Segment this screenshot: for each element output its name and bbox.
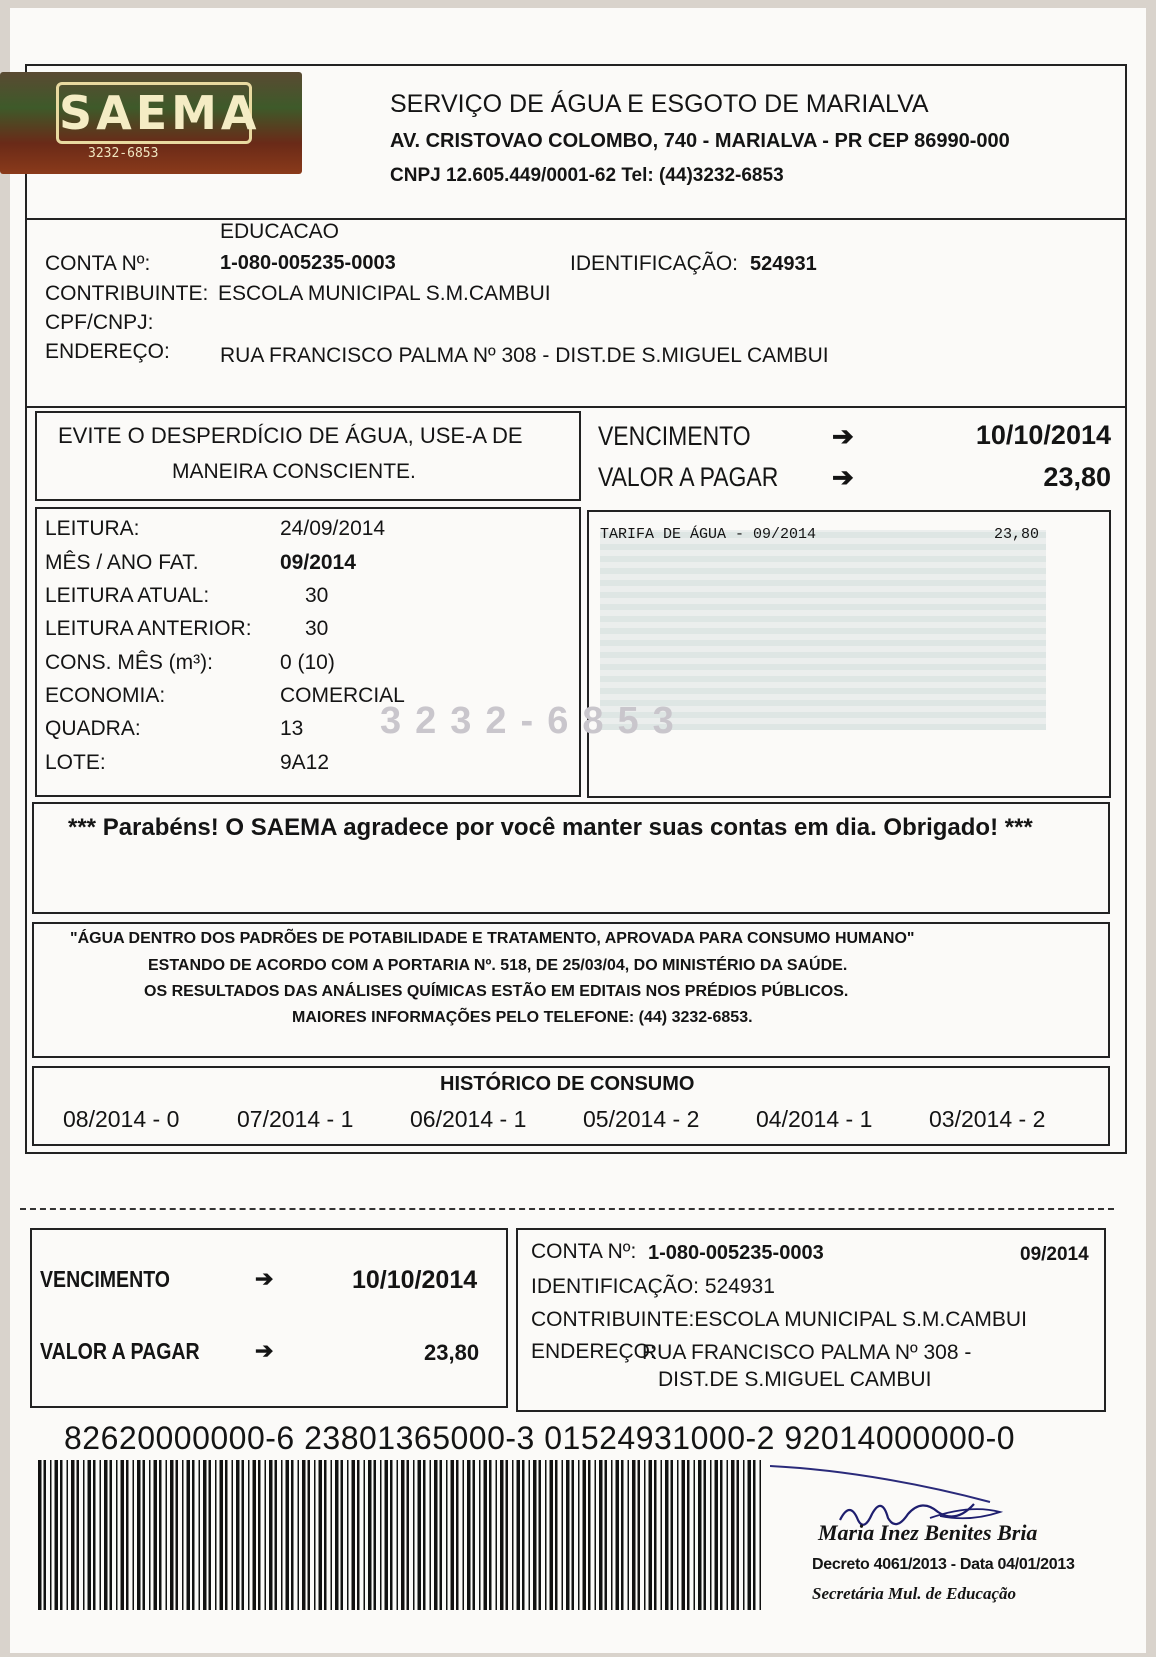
endereco-label: ENDEREÇO: <box>45 340 170 363</box>
reading-value: 0 (10) <box>280 651 335 674</box>
barcode-bar <box>694 1460 696 1610</box>
reading-value: 30 <box>305 584 329 607</box>
venc-label: VENCIMENTO <box>598 421 751 451</box>
barcode-bar <box>430 1460 432 1610</box>
barcode-bar <box>199 1460 201 1610</box>
barcode-bar <box>539 1460 542 1610</box>
barcode-bar <box>473 1460 476 1610</box>
barcode-bar <box>319 1460 323 1610</box>
barcode-bar <box>727 1460 729 1610</box>
barcode-bar <box>116 1460 118 1610</box>
barcode-bar <box>715 1460 719 1610</box>
barcode-number: 82620000000-6 23801365000-3 01524931000-2 92014000000-0 <box>64 1420 1016 1456</box>
barcode-bar <box>737 1460 740 1610</box>
barcode-bar <box>298 1460 300 1610</box>
barcode-bar <box>572 1460 575 1610</box>
reading-value: 24/09/2014 <box>280 517 386 540</box>
ident-value: 524931 <box>750 253 817 275</box>
contrib-label: CONTRIBUINTE: <box>45 282 209 305</box>
barcode-bar <box>149 1460 151 1610</box>
barcode-bar <box>529 1460 531 1610</box>
reading-value: 30 <box>305 617 329 640</box>
barcode <box>38 1460 768 1610</box>
barcode-bar <box>649 1460 653 1610</box>
company-cnpj-tel: CNPJ 12.605.449/0001-62 Tel: (44)3232-6853 <box>390 165 784 186</box>
barcode-bar <box>121 1460 125 1610</box>
stub-valor-value: 23,80 <box>424 1340 480 1365</box>
barcode-bar <box>665 1460 669 1610</box>
barcode-bar <box>599 1460 603 1610</box>
client-box <box>25 218 1127 408</box>
barcode-bar <box>550 1460 554 1610</box>
barcode-bar <box>225 1460 228 1610</box>
barcode-bar <box>83 1460 85 1610</box>
quality-line3: OS RESULTADOS DAS ANÁLISES QUÍMICAS ESTÃO EM EDITAIS NOS PRÉDIOS PÚBLICOS. <box>144 983 849 1000</box>
cpf-label: CPF/CNPJ: <box>45 311 154 334</box>
barcode-bar <box>154 1460 158 1610</box>
thanks-message: *** Parabéns! O SAEMA agradece por você manter suas contas em dia. Obrigado! *** <box>68 814 1033 841</box>
stub-contrib: CONTRIBUINTE:ESCOLA MUNICIPAL S.M.CAMBUI <box>531 1308 1027 1331</box>
barcode-bar <box>760 1460 762 1610</box>
barcode-bar <box>314 1460 316 1610</box>
barcode-bar <box>203 1460 207 1610</box>
barcode-bar <box>55 1460 59 1610</box>
barcode-bar <box>286 1460 290 1610</box>
barcode-bar <box>236 1460 240 1610</box>
history-item: 07/2014 - 1 <box>237 1106 354 1132</box>
barcode-bar <box>720 1460 723 1610</box>
barcode-bar <box>192 1460 195 1610</box>
stub-endereco-label: ENDEREÇO: <box>531 1340 656 1363</box>
barcode-bar <box>748 1460 752 1610</box>
barcode-bar <box>265 1460 267 1610</box>
reading-label: QUADRA: <box>45 717 141 740</box>
barcode-bar <box>176 1460 179 1610</box>
barcode-bar <box>209 1460 212 1610</box>
quality-line2: ESTANDO DE ACORDO COM A PORTARIA Nº. 518, DE 25/03/04, DO MINISTÉRIO DA SAÚDE. <box>148 957 848 974</box>
barcode-bar <box>269 1460 273 1610</box>
reading-value: 13 <box>280 717 304 740</box>
signature-decree: Decreto 4061/2013 - Data 04/01/2013 <box>812 1556 1075 1573</box>
logo-wordmark: SAEMA <box>56 82 252 144</box>
barcode-bar <box>413 1460 415 1610</box>
client-category: EDUCACAO <box>220 220 340 243</box>
barcode-bar <box>704 1460 707 1610</box>
barcode-bar <box>60 1460 63 1610</box>
barcode-bar <box>533 1460 537 1610</box>
barcode-bar <box>418 1460 422 1610</box>
barcode-bar <box>484 1460 488 1610</box>
conta-value: 1-080-005235-0003 <box>220 252 396 274</box>
barcode-bar <box>390 1460 393 1610</box>
valor-value: 23,80 <box>1043 462 1111 492</box>
barcode-bar <box>352 1460 356 1610</box>
barcode-bar <box>611 1460 613 1610</box>
barcode-bar <box>187 1460 191 1610</box>
quality-line1: "ÁGUA DENTRO DOS PADRÕES DE POTABILIDADE E TRATAMENTO, APROVADA PARA CONSUMO HUMANO" <box>70 930 915 947</box>
barcode-bar <box>753 1460 756 1610</box>
stub-endereco-line1: RUA FRANCISCO PALMA Nº 308 - <box>642 1341 972 1364</box>
reading-label: LEITURA ATUAL: <box>45 584 210 607</box>
barcode-bar <box>100 1460 102 1610</box>
barcode-bar <box>423 1460 426 1610</box>
reading-label: LEITURA ANTERIOR: <box>45 617 252 640</box>
barcode-bar <box>588 1460 591 1610</box>
barcode-bar <box>489 1460 492 1610</box>
barcode-bar <box>258 1460 261 1610</box>
barcode-bar <box>331 1460 333 1610</box>
barcode-bar <box>341 1460 344 1610</box>
history-item: 03/2014 - 2 <box>929 1106 1046 1132</box>
barcode-bar <box>302 1460 306 1610</box>
barcode-bar <box>687 1460 690 1610</box>
barcode-bar <box>440 1460 443 1610</box>
barcode-bar <box>583 1460 587 1610</box>
notice-line1: EVITE O DESPERDÍCIO DE ÁGUA, USE-A DE <box>58 423 523 448</box>
barcode-bar <box>137 1460 141 1610</box>
barcode-bar <box>374 1460 377 1610</box>
barcode-bar <box>275 1460 278 1610</box>
barcode-bar <box>661 1460 663 1610</box>
barcode-bar <box>110 1460 113 1610</box>
valor-label: VALOR A PAGAR <box>598 462 779 492</box>
barcode-bar <box>50 1460 52 1610</box>
quality-line4: MAIORES INFORMAÇÕES PELO TELEFONE: (44) 3232-6853. <box>292 1009 753 1026</box>
barcode-bar <box>166 1460 168 1610</box>
barcode-bar <box>517 1460 521 1610</box>
barcode-bar <box>291 1460 294 1610</box>
barcode-bar <box>621 1460 624 1610</box>
barcode-bar <box>335 1460 339 1610</box>
barcode-bar <box>126 1460 129 1610</box>
barcode-bar <box>463 1460 465 1610</box>
contrib-value: ESCOLA MUNICIPAL S.M.CAMBUI <box>218 282 551 305</box>
barcode-bar <box>456 1460 459 1610</box>
valor-arrow: ➔ <box>832 462 854 492</box>
barcode-bar <box>220 1460 224 1610</box>
stub-valor-label: VALOR A PAGAR <box>40 1338 200 1364</box>
barcode-bar <box>545 1460 547 1610</box>
barcode-bar <box>451 1460 455 1610</box>
watermark-phone: 3232-6853 <box>380 700 688 742</box>
stub-venc-label: VENCIMENTO <box>40 1266 170 1292</box>
history-item: 08/2014 - 0 <box>63 1106 180 1132</box>
barcode-bar <box>698 1460 702 1610</box>
barcode-bar <box>522 1460 525 1610</box>
barcode-bar <box>638 1460 641 1610</box>
barcode-bar <box>253 1460 257 1610</box>
barcode-bar <box>93 1460 96 1610</box>
history-item: 04/2014 - 1 <box>756 1106 873 1132</box>
conta-label: CONTA Nº: <box>45 252 151 275</box>
barcode-bar <box>628 1460 630 1610</box>
barcode-bar <box>616 1460 620 1610</box>
logo-phone: 3232-6853 <box>88 146 159 161</box>
barcode-bar <box>578 1460 580 1610</box>
venc-arrow: ➔ <box>832 421 854 451</box>
reading-label: LOTE: <box>45 751 106 774</box>
barcode-bar <box>500 1460 504 1610</box>
saema-logo <box>0 72 302 174</box>
barcode-bar <box>364 1460 366 1610</box>
barcode-bar <box>512 1460 514 1610</box>
stub-conta-label: CONTA Nº: <box>531 1240 637 1263</box>
venc-value: 10/10/2014 <box>975 420 1111 450</box>
reading-value: COMERCIAL <box>280 684 405 707</box>
history-title: HISTÓRICO DE CONSUMO <box>440 1073 695 1095</box>
barcode-bar <box>242 1460 245 1610</box>
stub-conta-value: 1-080-005235-0003 <box>648 1242 824 1264</box>
stub-venc-arrow: ➔ <box>255 1266 274 1291</box>
barcode-bar <box>324 1460 327 1610</box>
barcode-bar <box>215 1460 217 1610</box>
barcode-bar <box>562 1460 564 1610</box>
barcode-bar <box>506 1460 509 1610</box>
stub-endereco-line2: DIST.DE S.MIGUEL CAMBUI <box>658 1368 932 1391</box>
tariff-label: TARIFA DE ÁGUA - 09/2014 <box>600 526 817 543</box>
barcode-bar <box>182 1460 184 1610</box>
barcode-bar <box>595 1460 597 1610</box>
stub-pay-box <box>30 1228 508 1408</box>
barcode-bar <box>401 1460 405 1610</box>
endereco-value: RUA FRANCISCO PALMA Nº 308 - DIST.DE S.MIGUEL CAMBUI <box>220 344 829 367</box>
company-address: AV. CRISTOVAO COLOMBO, 740 - MARIALVA - PR CEP 86990-000 <box>390 130 1010 152</box>
barcode-bar <box>357 1460 360 1610</box>
barcode-bar <box>170 1460 174 1610</box>
barcode-bar <box>566 1460 570 1610</box>
barcode-bar <box>143 1460 146 1610</box>
history-item: 06/2014 - 1 <box>410 1106 527 1132</box>
stub-valor-arrow: ➔ <box>255 1338 274 1363</box>
barcode-bar <box>380 1460 382 1610</box>
barcode-bar <box>654 1460 657 1610</box>
barcode-bar <box>743 1460 745 1610</box>
barcode-bar <box>77 1460 80 1610</box>
stub-period: 09/2014 <box>1020 1244 1089 1265</box>
barcode-bar <box>281 1460 283 1610</box>
barcode-bar <box>308 1460 311 1610</box>
barcode-bar <box>677 1460 679 1610</box>
history-item: 05/2014 - 2 <box>583 1106 700 1132</box>
reading-value: 09/2014 <box>280 551 356 574</box>
cut-line <box>20 1208 1114 1210</box>
barcode-bar <box>385 1460 389 1610</box>
reading-label: MÊS / ANO FAT. <box>45 551 199 574</box>
barcode-bar <box>644 1460 646 1610</box>
barcode-bar <box>632 1460 636 1610</box>
stub-ident: IDENTIFICAÇÃO: 524931 <box>531 1275 775 1298</box>
barcode-bar <box>605 1460 608 1610</box>
barcode-bar <box>88 1460 92 1610</box>
reading-label: ECONOMIA: <box>45 684 166 707</box>
barcode-bar <box>71 1460 75 1610</box>
barcode-bar <box>710 1460 712 1610</box>
barcode-bar <box>496 1460 498 1610</box>
barcode-bar <box>67 1460 69 1610</box>
stub-venc-value: 10/10/2014 <box>352 1266 478 1294</box>
barcode-bar <box>347 1460 349 1610</box>
barcode-bar <box>248 1460 250 1610</box>
ident-label: IDENTIFICAÇÃO: <box>570 252 739 275</box>
barcode-bar <box>479 1460 481 1610</box>
barcode-bar <box>731 1460 735 1610</box>
barcode-bar <box>368 1460 372 1610</box>
barcode-bar <box>44 1460 47 1610</box>
barcode-bar <box>446 1460 448 1610</box>
barcode-bar <box>133 1460 135 1610</box>
barcode-bar <box>467 1460 471 1610</box>
barcode-bar <box>159 1460 162 1610</box>
company-name: SERVIÇO DE ÁGUA E ESGOTO DE MARIALVA <box>390 90 929 118</box>
barcode-bar <box>397 1460 399 1610</box>
signature-name: Maria Inez Benites Bria <box>818 1520 1038 1545</box>
reading-value: 9A12 <box>280 751 330 774</box>
notice-line2: MANEIRA CONSCIENTE. <box>172 460 416 483</box>
tariff-value: 23,80 <box>994 526 1040 543</box>
barcode-bar <box>407 1460 410 1610</box>
barcode-bar <box>555 1460 558 1610</box>
barcode-bar <box>38 1460 42 1610</box>
barcode-bar <box>671 1460 674 1610</box>
barcode-bar <box>232 1460 234 1610</box>
reading-label: CONS. MÊS (m³): <box>45 651 213 674</box>
barcode-bar <box>104 1460 108 1610</box>
signature-role: Secretária Mul. de Educação <box>812 1584 1016 1603</box>
barcode-bar <box>682 1460 686 1610</box>
barcode-bar <box>434 1460 438 1610</box>
reading-label: LEITURA: <box>45 517 140 540</box>
